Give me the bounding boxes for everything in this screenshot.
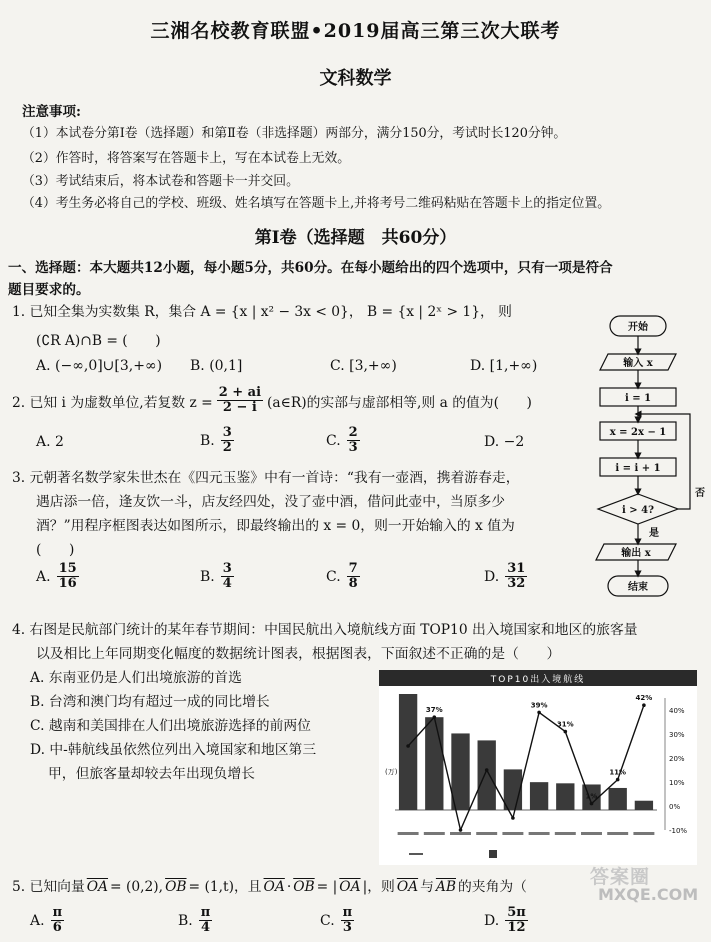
q2-option-c-den: 3	[348, 440, 358, 455]
q3-option-d-label: D.	[484, 568, 500, 585]
q3-option-c-label: C.	[326, 568, 341, 585]
q4-option-d-cont: 甲，但旅客量却较去年出现负增长	[48, 766, 255, 782]
notice-item: （4）考生务必将自己的学校、班级、姓名填写在答题卡上,并将考号二维码粘贴在答题卡上的指定位置。	[22, 196, 611, 211]
chart-bar	[399, 694, 417, 810]
chart-category-tick	[529, 832, 550, 835]
chart-bar	[635, 801, 653, 810]
q3-stem-cont1: 遇店添一倍，逢友饮一斗，店友经四处，没了壶中酒，借问此壶中，当原多少	[36, 494, 506, 510]
q4-option-d: D. 中-韩航线虽依然位列出入境国家和地区第三	[30, 742, 317, 758]
q2-option-d: D. −2	[484, 434, 525, 450]
chart-point	[406, 744, 410, 748]
q2-frac-num: 2 + ai	[218, 385, 262, 400]
q5-vec-oa: $\overline{OA}$	[86, 879, 109, 895]
q5-option-a-den: 6	[52, 920, 62, 935]
chart-bar	[530, 782, 548, 810]
chart-category-tick	[555, 832, 576, 835]
q2-fraction	[217, 386, 263, 415]
q5-option-a-label: A.	[30, 912, 45, 929]
q5-option-a-num: π	[52, 905, 63, 920]
q3-option-c-den: 8	[348, 576, 358, 591]
q5-option-d	[484, 906, 528, 935]
chart-bar	[425, 717, 443, 810]
q5-vec-ab: $\overline{AB}$	[435, 879, 456, 895]
flow-incr: i = i + 1	[615, 463, 661, 474]
flow-yes-label: 是	[649, 528, 659, 539]
notice-item: （1）本试卷分第Ⅰ卷（选择题）和第Ⅱ卷（非选择题）两部分，满分150分，考试时长120分钟。	[22, 126, 567, 141]
flow-no-label: 否	[695, 488, 705, 499]
q3-stem: 3. 元朝著名数学家朱世杰在《四元玉鉴》中有一首诗：“我有一壶酒，携着游春走，	[12, 470, 520, 486]
q5-stem-pre: 5. 已知向量	[12, 879, 85, 895]
q3-option-a	[36, 562, 79, 591]
flow-update: x = 2x − 1	[609, 427, 667, 438]
q5-vec-ob: $\overline{OB}$	[165, 879, 187, 895]
q2-option-b-label: B.	[200, 432, 215, 449]
q2-option-c-label: C.	[326, 432, 341, 449]
q5-option-d-num: 5π	[507, 905, 526, 920]
chart-category-tick	[607, 832, 628, 835]
chart-category-tick	[581, 832, 602, 835]
flow-start: 开始	[628, 322, 648, 333]
q5-option-b-num: π	[200, 905, 211, 920]
q1-stem-cont: (∁R A)∩B = ( )	[36, 333, 161, 349]
chart-point	[616, 778, 620, 782]
q5-vec-ob-2: $\overline{OB}$	[293, 879, 315, 895]
q3-stem-cont3: ( )	[36, 542, 75, 558]
q3-option-a-den: 16	[58, 576, 77, 591]
section-intro-cont: 题目要求的。	[8, 282, 90, 298]
chart-category-tick	[476, 832, 497, 835]
chart-category-tick	[633, 832, 654, 835]
q2-stem	[12, 386, 532, 415]
q5-and: 与	[420, 879, 434, 895]
notice-item: （3）考试结束后，将本试卷和答题卡一并交回。	[22, 174, 299, 189]
chart-point-label: 39%	[530, 701, 548, 710]
chart-category-tick	[424, 832, 445, 835]
q3-option-a-label: A.	[36, 568, 51, 585]
watermark-logo: 答案圈	[590, 866, 651, 888]
q3-option-c-num: 7	[348, 561, 358, 576]
q3-option-b-num: 3	[222, 561, 232, 576]
q5-option-c-num: π	[342, 905, 353, 920]
q5-vec-oa-4: $\overline{OA}$	[396, 879, 419, 895]
chart-point-label: 42%	[635, 694, 653, 703]
chart-point	[590, 802, 594, 806]
q2-option-b-num: 3	[222, 425, 232, 440]
q5-option-c-den: 3	[342, 920, 352, 935]
q2-option-c-num: 2	[348, 425, 358, 440]
notice-item: （2）作答时，将答案写在答题卡上，写在本试卷上无效。	[22, 151, 351, 166]
chart-category-tick	[450, 832, 471, 835]
q1-option-a: A. (−∞,0]∪[3,+∞)	[36, 358, 163, 374]
q3-option-b	[200, 562, 234, 591]
q4-stem-cont: 以及相比上年同期变化幅度的数据统计图表，根据图表，下面叙述不正确的是（ ）	[36, 646, 561, 662]
watermark-url: MXQE.COM	[598, 885, 699, 904]
exam-subtitle: 文科数学	[319, 68, 392, 89]
chart-bar	[609, 788, 627, 810]
flow-cond: i > 4?	[622, 505, 654, 516]
q3-option-a-num: 15	[58, 561, 77, 576]
q4-option-a: A. 东南亚仍是人们出境旅游的首选	[30, 670, 242, 686]
q2-frac-den: 2 − i	[222, 400, 257, 415]
chart-point	[564, 730, 568, 734]
q5-vec-oa-2: $\overline{OA}$	[263, 879, 285, 895]
q5-option-c	[320, 906, 354, 935]
q5-stem	[12, 875, 527, 895]
q1-option-b: B. (0,1]	[190, 358, 243, 374]
chart-point	[642, 703, 646, 707]
q5-vec-oa-3: $\overline{OA}$	[339, 879, 361, 895]
q5-option-d-label: D.	[484, 912, 500, 929]
travel-chart	[379, 670, 697, 865]
chart-point	[537, 711, 541, 715]
chart-y2-tick-label: 10%	[669, 779, 685, 787]
q5-stem-eq4: |，则	[362, 879, 395, 895]
chart-point-label: 1%	[585, 792, 598, 801]
q2-option-b-den: 2	[222, 440, 232, 455]
q3-option-c	[326, 562, 360, 591]
q4-option-c: C. 越南和美国排在人们出境旅游选择的前两位	[30, 718, 311, 734]
q3-option-d-den: 32	[507, 576, 526, 591]
exam-title: 三湘名校教育联盟•2019届高三第三次大联考	[150, 20, 561, 42]
flow-input: 输入 x	[623, 358, 653, 369]
chart-bar	[556, 783, 574, 810]
q5-stem-post: 的夹角为（	[458, 879, 527, 895]
chart-legend-bar-marker	[489, 850, 497, 858]
chart-y2-tick-label: 20%	[669, 755, 685, 763]
q5-option-a	[30, 906, 64, 935]
flow-end: 结束	[628, 582, 648, 593]
q3-stem-cont2: 酒？”用程序框图表达如图所示，即最终输出的 x = 0，则一开始输入的 x 值为	[36, 518, 515, 534]
chart-point-label: 37%	[425, 706, 443, 715]
flowchart	[590, 310, 711, 600]
q5-dot: ·	[286, 879, 292, 895]
q5-stem-eq1: = (0,2),	[110, 879, 164, 895]
q5-option-d-den: 12	[507, 920, 526, 935]
chart-y2-tick-label: -10%	[669, 827, 688, 835]
q2-option-c	[326, 426, 360, 455]
q3-option-d-num: 31	[507, 561, 526, 576]
q3-option-b-den: 4	[222, 576, 232, 591]
chart-point	[511, 816, 515, 820]
q2-stem-pre: 2. 已知 i 为虚数单位,若复数 z =	[12, 394, 213, 411]
q5-option-b	[178, 906, 212, 935]
chart-bar	[451, 733, 469, 810]
q5-stem-eq3: = |	[316, 879, 338, 895]
q3-option-d	[484, 562, 527, 591]
section-intro: 一、选择题：本大题共12小题，每小题5分，共60分。在每小题给出的四个选项中，只有一项是符合	[8, 260, 613, 276]
q4-stem: 4. 右图是民航部门统计的某年春节期间：中国民航出入境航线方面 TOP10 出入境国家和地区的旅客量	[12, 622, 638, 638]
chart-point	[433, 715, 437, 719]
chart-bar	[478, 740, 496, 810]
q5-option-b-den: 4	[200, 920, 211, 935]
chart-y2-tick-label: 40%	[669, 707, 685, 715]
q2-stem-post: (a∈R)的实部与虚部相等,则 a 的值为( )	[267, 394, 532, 411]
chart-point	[485, 768, 489, 772]
q5-stem-eq2: = (1,t)，且	[188, 879, 262, 895]
q3-option-b-label: B.	[200, 568, 215, 585]
q1-option-c: C. [3,+∞)	[330, 358, 397, 374]
chart-point-label: 11%	[609, 768, 627, 777]
chart-title: TOP10出入境航线	[490, 675, 586, 685]
q1-stem: 1. 已知全集为实数集 R，集合 A = {x | x² − 3x < 0}， B = {x | 2ˣ > 1}， 则	[12, 304, 512, 320]
chart-category-tick	[502, 832, 523, 835]
q5-option-c-label: C.	[320, 912, 335, 929]
q2-option-b	[200, 426, 234, 455]
section-title: 第Ⅰ卷（选择题 共60分）	[254, 228, 457, 248]
chart-point	[459, 828, 463, 832]
chart-category-tick	[398, 832, 419, 835]
q4-option-b: B. 台湾和澳门均有超过一成的同比增长	[30, 694, 270, 710]
q2-option-a: A. 2	[36, 434, 64, 450]
q5-option-b-label: B.	[178, 912, 193, 929]
chart-ylabel: (万)	[385, 768, 398, 776]
flow-init: i = 1	[624, 393, 652, 404]
chart-y2-tick-label: 30%	[669, 731, 685, 739]
notice-heading: 注意事项:	[22, 104, 81, 120]
chart-point-label: 31%	[556, 720, 574, 729]
chart-y2-tick-label: 0%	[669, 803, 681, 811]
flow-output: 输出 x	[621, 548, 651, 559]
q1-option-d: D. [1,+∞)	[470, 358, 538, 374]
